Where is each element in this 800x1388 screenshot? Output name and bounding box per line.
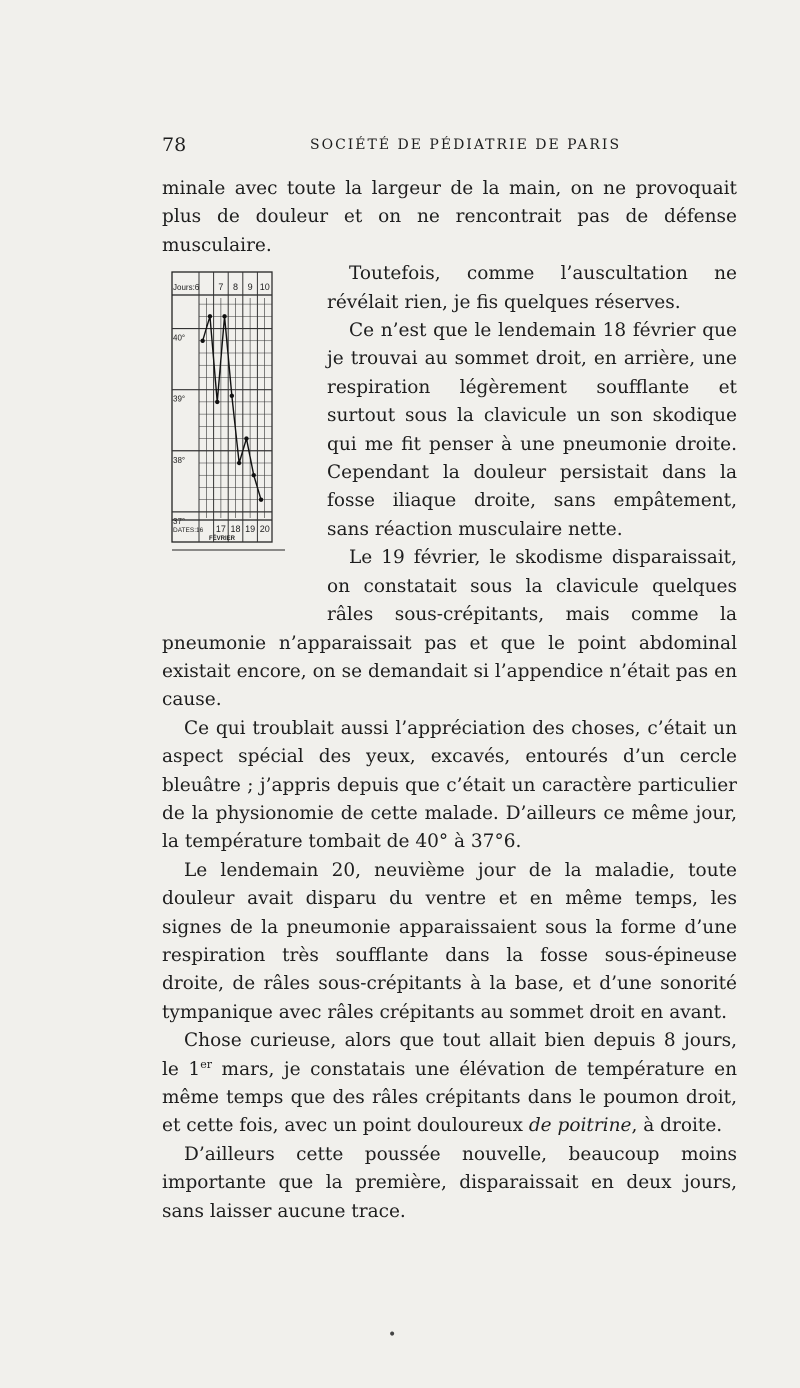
temperature-line [203, 317, 261, 500]
day-label: 7 [218, 282, 224, 293]
temperature-point [208, 314, 212, 318]
paragraph-4: Le 19 février, le skodisme disparaissait, on constatait sous la clavicule quelques râles sous-crépitants, mais comme la pneumonie n’apparaissait pas et que le point abdominal existait encore, on se demandait si l’appendice n’était pas en cause. [162, 547, 737, 711]
date-label: 20 [259, 524, 270, 535]
paragraph-7 [162, 1027, 737, 1141]
temperature-point [200, 339, 204, 343]
paragraph-7-start: Chose curieuse, alors que tout allait bien depuis 8 jours, le 1 [162, 1030, 737, 1080]
temperature-point [244, 437, 248, 441]
month-label: FÉVRIER [208, 536, 236, 543]
temperature-point [259, 498, 263, 502]
paragraph-1: minale avec toute la largeur de la main, on ne provoquait plus de douleur et on ne rencontrait pas de défense musculaire. [162, 178, 737, 256]
y-tick-label: 38° [173, 455, 186, 465]
y-tick-label: 37° [173, 517, 186, 527]
date-label: 19 [245, 524, 256, 535]
page-header [162, 134, 752, 158]
paragraph-7-middle: mars, je constatais une élévation de température en même temps que des râles crépitants dans le poumon droit, et cette fois, avec un point douloureux [162, 1058, 737, 1137]
temperature-point [237, 461, 241, 465]
article-body [162, 175, 737, 1226]
temperature-point [230, 394, 234, 398]
day-label: 9 [247, 282, 253, 293]
date-label: 17 [215, 524, 226, 535]
paragraph-5: Ce qui troublait aussi l’appréciation des choses, c’était un aspect spécial des yeux, excavés, entourés d’un cercle bleuâtre ; j’appris depuis que c’était un caractère particulier de la physionomie de cette malade. D’ailleurs ce même jour, la température tombait de 40° à 37°6. [162, 717, 737, 853]
paragraph-7-end: , à droite. [631, 1115, 723, 1137]
paragraph-2: Toutefois, comme l’auscultation ne révélait rien, je fis quelques réserves. [327, 263, 737, 313]
paragraph-3: Ce n’est que le lendemain 18 février que je trouvai au sommet droit, en arrière, une respiration légèrement soufflante et surtout sous la clavicule un son skodique qui me fit penser à une pneumonie droite. Cependant la douleur persistait dans la fosse iliaque droite, sans empâtement, sans réaction musculaire nette. [327, 320, 737, 540]
paragraph-7-emphasis: de poitrine [528, 1115, 632, 1137]
page-number: 78 [162, 134, 187, 156]
day-label: 10 [259, 282, 270, 293]
temperature-chart-figure [160, 260, 315, 625]
ordinal-superscript: er [200, 1057, 212, 1071]
temperature-point [222, 314, 226, 318]
date-label: 18 [230, 524, 241, 535]
temperature-chart [160, 260, 315, 625]
temperature-point [252, 473, 256, 477]
day-label: 8 [232, 282, 239, 293]
temperature-point [215, 400, 219, 404]
running-title: SOCIÉTÉ DE PÉDIATRIE DE PARIS [310, 137, 622, 153]
y-tick-label: 39° [173, 394, 186, 404]
xlabel-top: Jours:6 [173, 283, 200, 293]
paragraph-8: D’ailleurs cette poussée nouvelle, beaucoup moins importante que la première, disparaissait en deux jours, sans laisser aucune trace. [162, 1143, 737, 1222]
xlabel-bottom: DATES:16 [173, 527, 204, 535]
footer-mark: • [388, 1327, 397, 1343]
y-tick-label: 40° [173, 333, 186, 343]
paragraph-6: Le lendemain 20, neuvième jour de la maladie, toute douleur avait disparu du ventre et en même temps, les signes de la pneumonie apparaissaient sous la forme d’une respiration très soufflante dans la fosse sous-épineuse droite, de râles sous-crépitants à la base, et d’une sonorité tympanique avec râles crépitants au sommet droit en avant. [162, 859, 737, 1023]
